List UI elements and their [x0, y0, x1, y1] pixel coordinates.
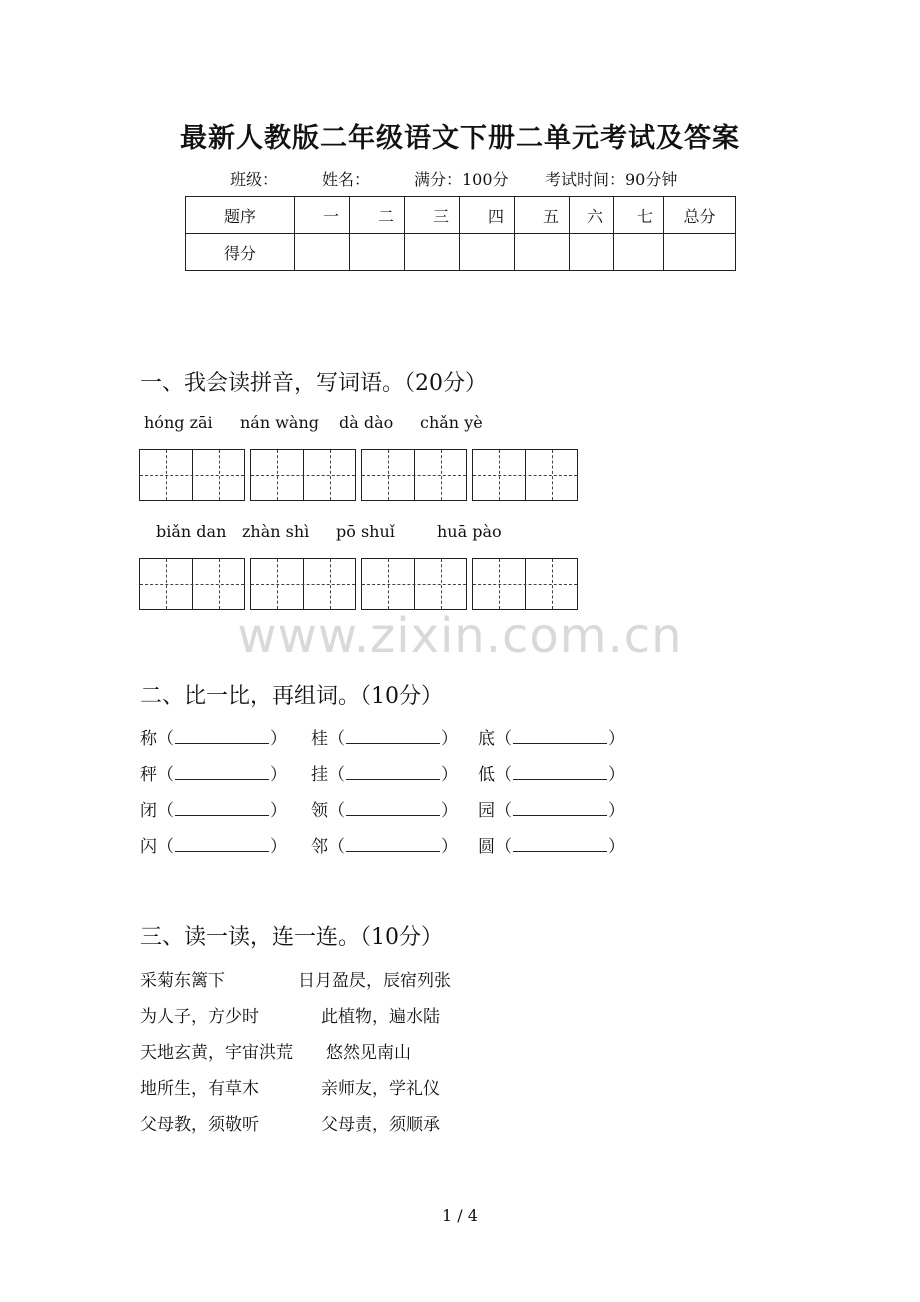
word-compare-item	[478, 724, 625, 749]
writing-grid[interactable]	[361, 449, 467, 501]
word-compare-item	[478, 760, 625, 785]
close-paren: ）	[441, 837, 458, 857]
answer-blank[interactable]	[346, 801, 440, 816]
pinyin-2-4: huā pào	[437, 522, 502, 541]
word-compare-item	[478, 832, 625, 857]
open-paren: （	[157, 801, 174, 821]
answer-blank[interactable]	[175, 801, 269, 816]
word-compare-item	[311, 796, 458, 821]
open-paren: （	[328, 729, 345, 749]
open-paren: （	[328, 765, 345, 785]
exam-time: 考试时间：90分钟	[545, 170, 678, 189]
close-paren: ）	[270, 765, 287, 785]
close-paren: ）	[270, 801, 287, 821]
character: 邻	[311, 837, 328, 857]
score-table	[185, 196, 736, 271]
match-left-item[interactable]: 地所生，有草木	[140, 1079, 259, 1099]
writing-grid[interactable]	[139, 449, 245, 501]
close-paren: ）	[270, 837, 287, 857]
match-right-item[interactable]: 悠然见南山	[326, 1043, 411, 1063]
word-compare-item	[478, 796, 625, 821]
word-compare-item	[140, 796, 287, 821]
character: 闪	[140, 837, 157, 857]
word-compare-item	[140, 760, 287, 785]
score-col-7: 七	[614, 197, 664, 234]
character: 桂	[311, 729, 328, 749]
match-left-item[interactable]: 采菊东篱下	[140, 971, 225, 991]
writing-grid[interactable]	[361, 558, 467, 610]
character: 底	[478, 729, 495, 749]
section3-title: 三、读一读，连一连。（10分）	[140, 925, 443, 950]
score-col-4: 四	[460, 197, 515, 234]
pinyin-2-1: biǎn dan	[156, 522, 227, 541]
full-score: 满分：100分	[414, 170, 509, 189]
section1-title: 一、我会读拼音，写词语。（20分）	[140, 371, 487, 396]
answer-blank[interactable]	[513, 765, 607, 780]
character: 领	[311, 801, 328, 821]
answer-blank[interactable]	[175, 837, 269, 852]
answer-blank[interactable]	[346, 837, 440, 852]
close-paren: ）	[608, 765, 625, 785]
character: 圆	[478, 837, 495, 857]
close-paren: ）	[608, 801, 625, 821]
score-cell[interactable]	[295, 234, 350, 271]
score-label-cell: 得分	[186, 234, 295, 271]
score-col-1: 一	[295, 197, 350, 234]
writing-grid[interactable]	[472, 449, 578, 501]
open-paren: （	[495, 729, 512, 749]
open-paren: （	[328, 837, 345, 857]
score-col-5: 五	[515, 197, 570, 234]
score-table-score-row	[186, 234, 736, 271]
match-left-item[interactable]: 父母教，须敬听	[140, 1115, 259, 1135]
character: 闭	[140, 801, 157, 821]
open-paren: （	[495, 801, 512, 821]
answer-blank[interactable]	[513, 729, 607, 744]
word-compare-item	[311, 724, 458, 749]
pinyin-1-2: nán wàng	[240, 413, 320, 432]
writing-grid[interactable]	[139, 558, 245, 610]
pinyin-1-4: chǎn yè	[420, 413, 483, 432]
score-cell[interactable]	[405, 234, 460, 271]
score-col-6: 六	[570, 197, 614, 234]
character: 低	[478, 765, 495, 785]
name-label: 姓名：	[322, 170, 371, 189]
open-paren: （	[328, 801, 345, 821]
character: 称	[140, 729, 157, 749]
watermark: www.zixin.com.cn	[237, 608, 683, 664]
answer-blank[interactable]	[346, 765, 440, 780]
answer-blank[interactable]	[513, 801, 607, 816]
close-paren: ）	[270, 729, 287, 749]
match-left-item[interactable]: 为人子，方少时	[140, 1007, 259, 1027]
close-paren: ）	[441, 765, 458, 785]
score-col-3: 三	[405, 197, 460, 234]
close-paren: ）	[441, 729, 458, 749]
match-right-item[interactable]: 父母责，须顺承	[321, 1115, 440, 1135]
writing-grid[interactable]	[472, 558, 578, 610]
character: 园	[478, 801, 495, 821]
score-cell[interactable]	[614, 234, 664, 271]
close-paren: ）	[608, 837, 625, 857]
word-compare-item	[140, 832, 287, 857]
match-left-item[interactable]: 天地玄黄，宇宙洪荒	[140, 1043, 293, 1063]
score-cell[interactable]	[664, 234, 736, 271]
pinyin-1-3: dà dào	[339, 413, 394, 432]
writing-grid[interactable]	[250, 558, 356, 610]
total-label-cell: 总分	[664, 197, 736, 234]
score-cell[interactable]	[515, 234, 570, 271]
open-paren: （	[495, 837, 512, 857]
match-right-item[interactable]: 日月盈昃，辰宿列张	[298, 971, 451, 991]
close-paren: ）	[608, 729, 625, 749]
close-paren: ）	[441, 801, 458, 821]
score-table-header-row	[186, 197, 736, 234]
answer-blank[interactable]	[175, 729, 269, 744]
open-paren: （	[495, 765, 512, 785]
open-paren: （	[157, 729, 174, 749]
score-col-2: 二	[350, 197, 405, 234]
pinyin-1-1: hóng zāi	[144, 413, 213, 432]
character: 秤	[140, 765, 157, 785]
pinyin-2-3: pō shuǐ	[336, 522, 395, 541]
open-paren: （	[157, 837, 174, 857]
pinyin-2-2: zhàn shì	[242, 522, 310, 541]
word-compare-item	[311, 832, 458, 857]
answer-blank[interactable]	[346, 729, 440, 744]
match-right-item[interactable]: 此植物，遍水陆	[321, 1007, 440, 1027]
page-number: 1 / 4	[442, 1206, 478, 1225]
word-compare-item	[311, 760, 458, 785]
page-title: 最新人教版二年级语文下册二单元考试及答案	[180, 123, 740, 154]
score-cell[interactable]	[350, 234, 405, 271]
answer-blank[interactable]	[175, 765, 269, 780]
character: 挂	[311, 765, 328, 785]
word-compare-item	[140, 724, 287, 749]
order-label-cell: 题序	[186, 197, 295, 234]
open-paren: （	[157, 765, 174, 785]
answer-blank[interactable]	[513, 837, 607, 852]
section2-title: 二、比一比，再组词。（10分）	[140, 684, 443, 709]
match-right-item[interactable]: 亲师友，学礼仪	[321, 1079, 440, 1099]
score-cell[interactable]	[570, 234, 614, 271]
class-label: 班级：	[230, 170, 279, 189]
score-cell[interactable]	[460, 234, 515, 271]
writing-grid[interactable]	[250, 449, 356, 501]
